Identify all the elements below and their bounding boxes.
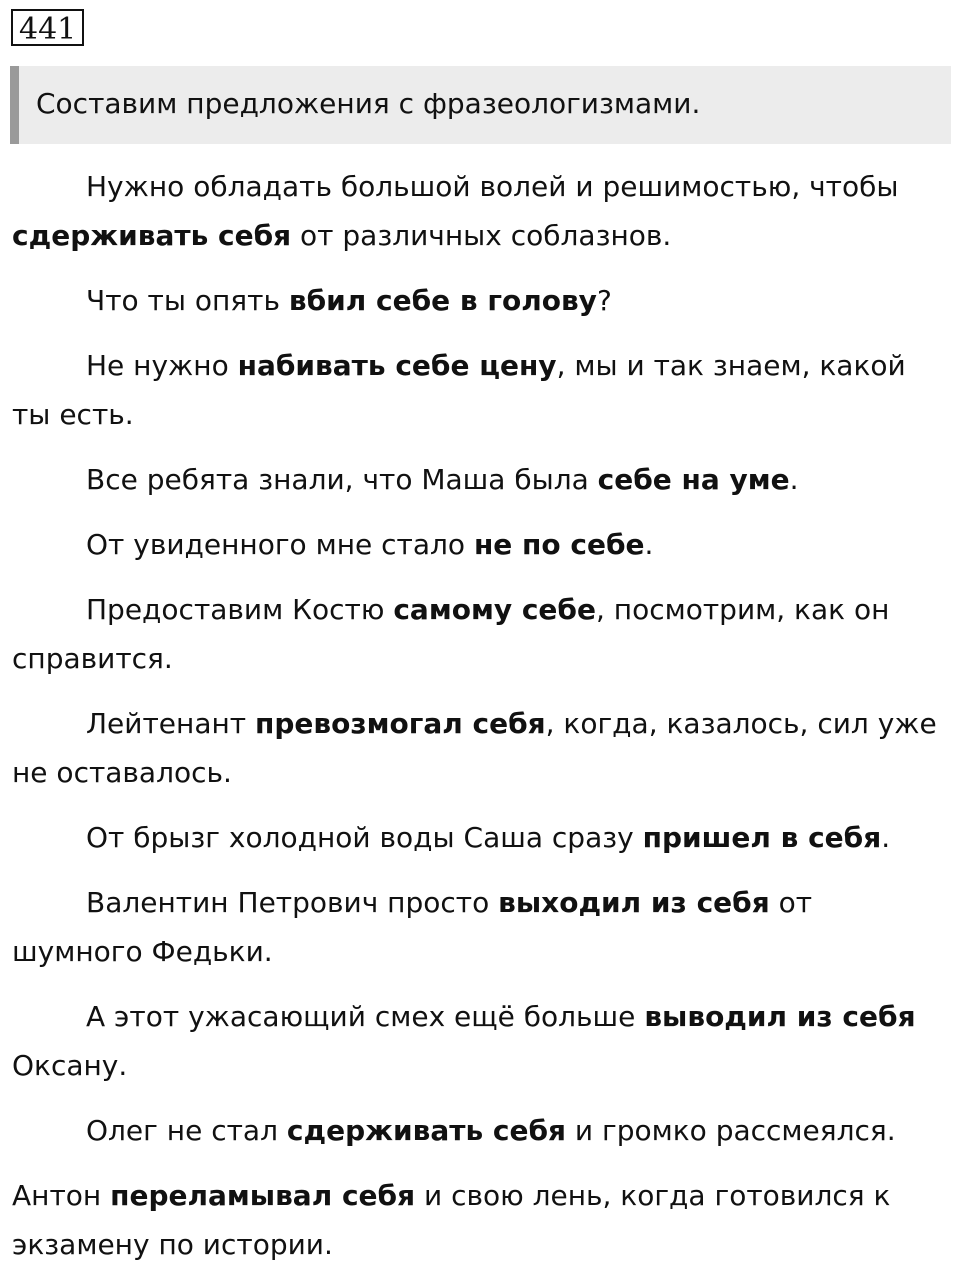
sentence-paragraph (12, 699, 948, 797)
sentence-paragraph (12, 520, 948, 569)
sentence-text: Лейтенант (86, 707, 255, 740)
sentence-text: От увиденного мне стало (86, 528, 474, 561)
sentence-paragraph (12, 341, 948, 439)
sentence-paragraph (12, 162, 948, 260)
sentence-paragraph (12, 1106, 948, 1155)
phraseologism: выводил из себя (644, 1000, 916, 1033)
heading-box (10, 66, 951, 144)
sentence-text: Все ребята знали, что Маша была (86, 463, 598, 496)
sentence-text: Оксану. (12, 1049, 128, 1082)
sentence-paragraph (12, 1171, 948, 1269)
sentence-text: . (789, 463, 799, 496)
phraseologism: выходил из себя (498, 886, 770, 919)
sentence-text: Нужно обладать большой волей и решимостью, чтобы (86, 170, 899, 203)
sentence-text: . (881, 821, 891, 854)
phraseologism: переламывал себя (110, 1179, 416, 1212)
sentence-text: от различных соблазнов. (291, 219, 672, 252)
task-number: 441 (11, 9, 84, 46)
phraseologism: сдерживать себя (12, 219, 292, 252)
sentence-text: и громко рассмеялся. (566, 1114, 896, 1147)
sentence-text: Что ты опять (86, 284, 289, 317)
sentence-text: Предоставим Костю (86, 593, 394, 626)
sentence-text: Антон (12, 1179, 111, 1212)
answer-text (12, 162, 948, 1285)
sentence-text: Валентин Петрович просто (86, 886, 499, 919)
sentence-text: и свою лень, когда готовился к экзамену по истории. (12, 1179, 891, 1261)
heading-text: Составим предложения с фразеологизмами. (36, 87, 701, 120)
sentence-text: , посмотрим, как он справится. (12, 593, 890, 675)
sentence-text: От брызг холодной воды Саша сразу (86, 821, 643, 854)
phraseologism: себе на уме (597, 463, 790, 496)
sentence-paragraph (12, 585, 948, 683)
phraseologism: пришел в себя (642, 821, 882, 854)
sentence-paragraph (12, 878, 948, 976)
sentence-text: А этот ужасающий смех ещё больше (86, 1000, 645, 1033)
sentence-paragraph (12, 992, 948, 1090)
sentence-text: , мы и так знаем, какой ты есть. (12, 349, 906, 431)
sentence-paragraph (12, 276, 948, 325)
sentence-text: ? (596, 284, 612, 317)
phraseologism: набивать себе цену (237, 349, 557, 382)
sentence-text: , когда, казалось, сил уже не оставалось. (12, 707, 937, 789)
phraseologism: не по себе (473, 528, 645, 561)
phraseologism: вбил себе в голову (288, 284, 597, 317)
sentence-paragraph (12, 455, 948, 504)
sentence-text: от шумного Федьки. (12, 886, 813, 968)
sentence-text: Не нужно (86, 349, 238, 382)
phraseologism: сдерживать себя (286, 1114, 567, 1147)
sentence-text: Олег не стал (86, 1114, 287, 1147)
phraseologism: самому себе (393, 593, 596, 626)
phraseologism: превозмогал себя (255, 707, 546, 740)
sentence-paragraph (12, 813, 948, 862)
sentence-text: . (644, 528, 654, 561)
